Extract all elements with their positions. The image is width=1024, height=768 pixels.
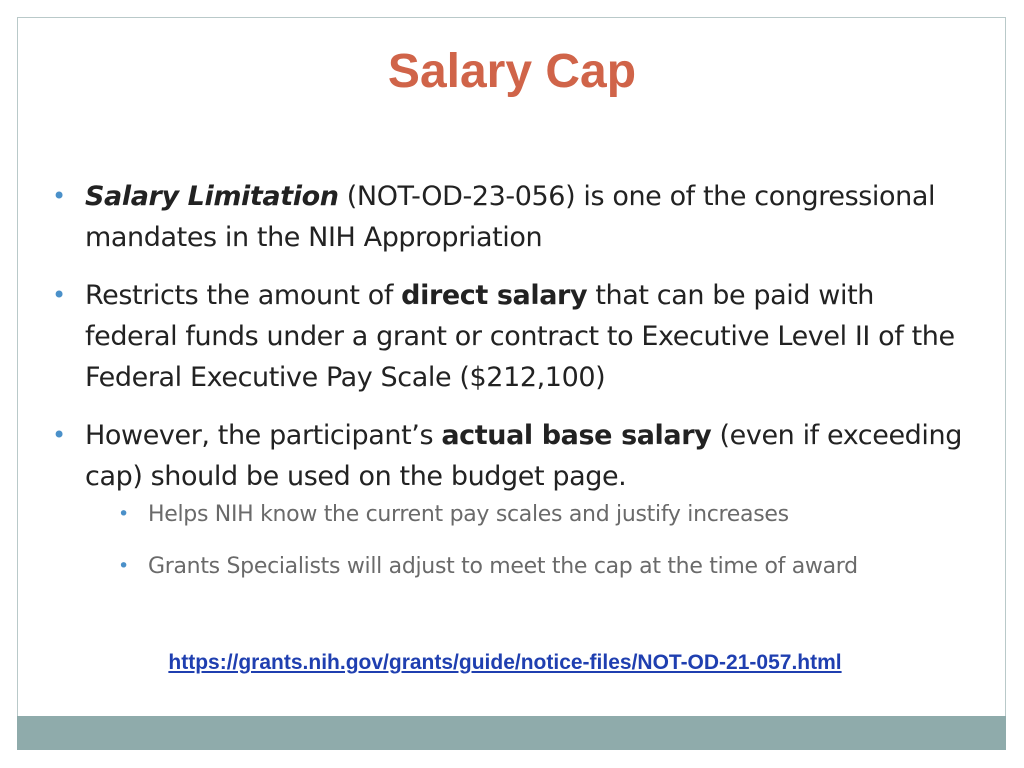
bullet-text-post: (even if exceeding cap) should be used on the budget page. [85,420,962,492]
bullet-text-post: that can be paid with federal funds under a grant or contract to Executive Level II of the Federal Executive Pay Scale ($212,100) [85,280,955,393]
notice-link[interactable]: https://grants.nih.gov/grants/guide/notice-files/NOT-OD-21-057.html [168,651,842,674]
bullet-restricts [52,275,972,398]
bullet-salary-limitation [52,176,972,258]
sub-bullet-item: • Helps NIH know the current pay scales and justify increases [85,499,972,530]
footer-band [17,716,1006,750]
bullet-however [52,415,972,582]
sub-bullet-item: • Grants Specialists will adjust to meet the cap at the time of award [85,551,972,582]
bullet-lead: Salary Limitation [85,181,339,212]
bullet-list [52,176,972,603]
bullet-text-pre: Restricts the amount of [85,280,402,311]
bullet-bold: actual base salary [441,420,712,451]
sub-bullet-list [85,499,972,582]
bullet-text: (NOT-OD-23-056) is one of the congressional mandates in the NIH Appropriation [85,181,936,253]
bullet-bold: direct salary [401,280,588,311]
slide-title: Salary Cap [387,45,637,98]
bullet-text-pre: However, the participant’s [85,420,442,451]
